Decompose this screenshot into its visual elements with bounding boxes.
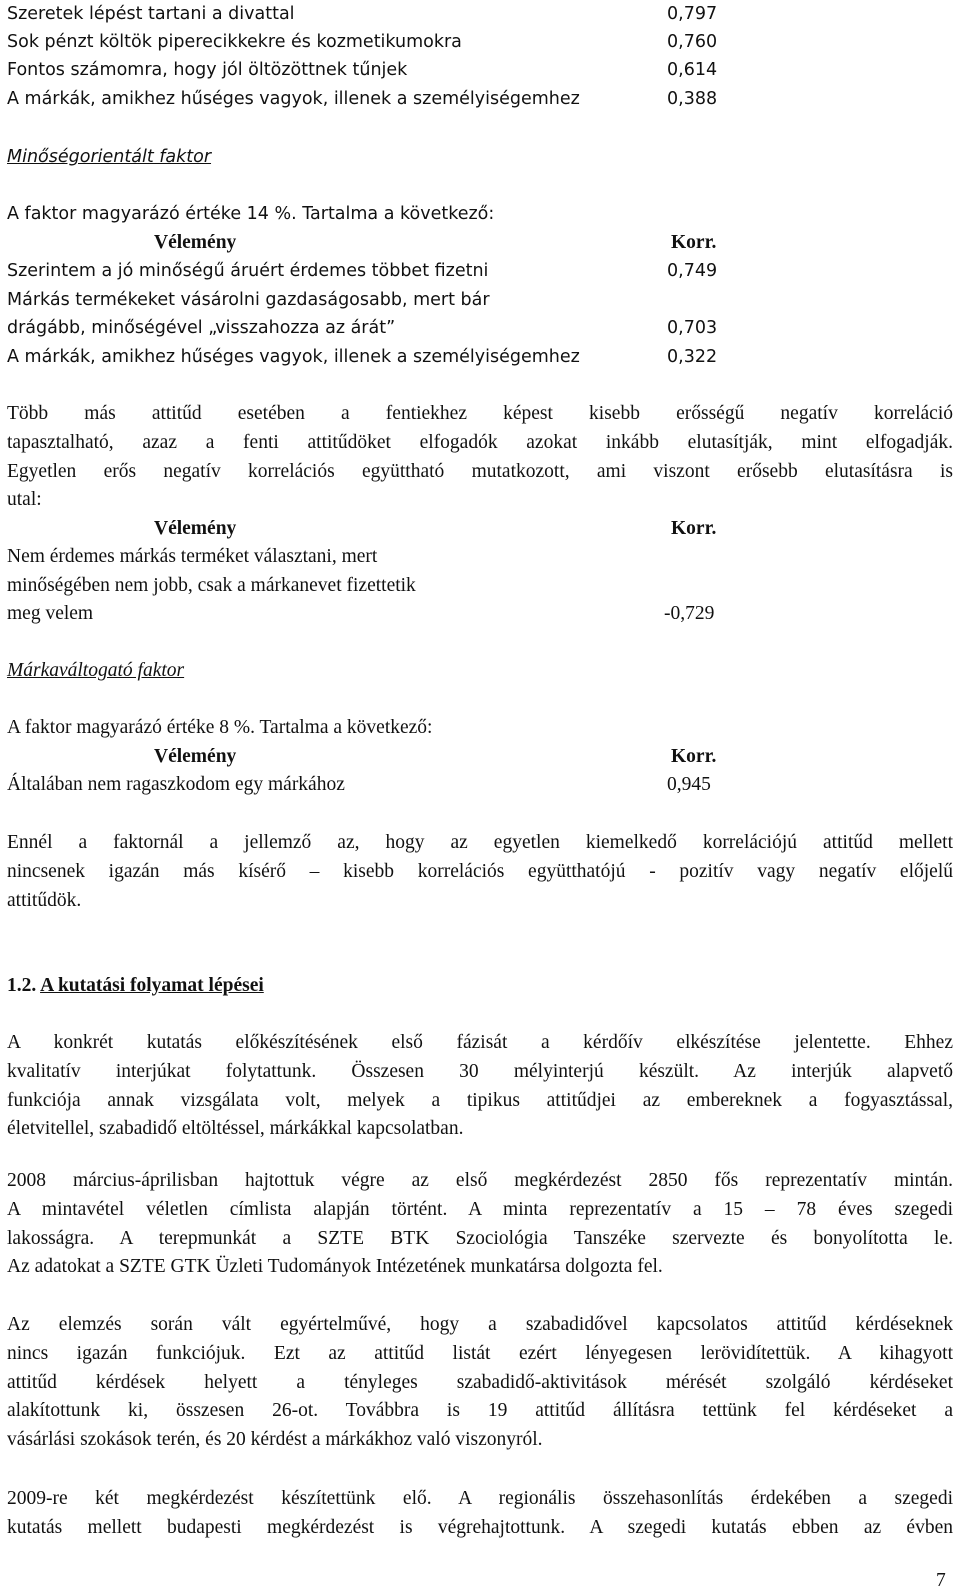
negative-row-corr: -0,729 [664,603,715,624]
negative-paragraph [7,400,953,515]
negative-col-opinion: Vélemény [154,518,237,539]
paragraph-line: Az adatokat a SZTE GTK Üzleti Tudományok Intézetének munkatársa dolgozta fel. [7,1256,663,1278]
paragraph-line: attitűd kérdések helyett a tényleges szabadidő-aktivitások mérését szolgáló kérdéseket [7,1371,953,1393]
paragraph-line: nincsenek igazán más kísérő – kisebb korrelációs együtthatójú - pozitív vagy negatív előjelű [7,860,953,882]
negative-row-line3: meg velem [7,603,94,624]
quality-row2-corr: 0,703 [667,318,718,338]
paragraph-line: Az elemzés során vált egyértelművé, hogy a szabadidővel kapcsolatos attitűd kérdéseknek [7,1314,953,1335]
brand-col-corr: Korr. [671,746,717,767]
section-title: A kutatási folyamat lépései [40,975,264,996]
paragraph-line: Több más attitűd esetében a fentiekhez képest kisebb erősségű negatív korreláció [7,403,953,424]
table-row-corr: 0,797 [667,4,718,24]
paragraph-line: A mintavétel véletlen címlista alapján történt. A minta reprezentatív a 15 – 78 éves szegedi [7,1198,953,1220]
table-row-corr: 0,614 [667,60,718,80]
paragraph-line: lakosságra. A terepmunkát a SZTE BTK Szociológia Tanszéke szervezte és bonyolította le. [7,1227,953,1249]
paragraph-line: kutatás mellett budapesti megkérdezést is végrehajtottunk. A szegedi kutatás ebben az évben [7,1516,953,1538]
table-row-opinion: Szeretek lépést tartani a divattal [7,4,295,24]
brand-paragraph [7,829,953,915]
quality-factor-title: Minőségorientált faktor [7,147,212,167]
brand-col-opinion: Vélemény [154,746,237,767]
section-heading [7,972,264,1001]
table-row-opinion: Fontos számomra, hogy jól öltözöttnek tűnjek [7,60,408,80]
paragraph-line: vásárlási szokások terén, és 20 kérdést a márkákhoz való viszonyról. [7,1429,543,1451]
paragraph-3 [7,1311,953,1455]
brand-factor-intro: A faktor magyarázó értéke 8 %. Tartalma a következő: [7,717,433,738]
quality-row2-line2: drágább, minőségével „visszahozza az árát” [7,318,396,338]
paragraph-line: Ennél a faktornál a jellemző az, hogy az egyetlen kiemelkedő korrelációjú attitűd mellett [7,832,953,853]
paragraph-line: Egyetlen erős negatív korrelációs együttható mutatkozott, ami viszont erősebb elutasításra is [7,460,953,482]
quality-row1-corr: 0,749 [667,261,718,281]
paragraph-line: utal: [7,489,42,511]
table-row-corr: 0,760 [667,32,718,52]
paragraph-line: 2008 március-áprilisban hajtottuk végre az első megkérdezést 2850 fős reprezentatív mintán. [7,1170,953,1191]
brand-factor-title: Márkaváltogató faktor [7,660,185,681]
paragraph-4 [7,1485,953,1543]
paragraph-line: A konkrét kutatás előkészítésének első fázisát a kérdőív elkészítése jelentette. Ehhez [7,1032,953,1053]
section-number: 1.2. [7,975,37,996]
paragraph-line: tapasztalható, azaz a fenti attitűdöket elfogadók azokat inkább elutasítják, mint elfogadják. [7,431,953,453]
quality-row2-line1: Márkás termékeket vásárolni gazdaságosabb, mert bár [7,290,490,310]
table-row-opinion: Sok pénzt költök piperecikkekre és kozmetikumokra [7,32,462,52]
negative-row-line1: Nem érdemes márkás terméket választani, mert [7,546,378,567]
paragraph-line: nincs igazán funkciójuk. Ezt az attitűd listát ezért lényegesen lerövidítettük. A kihagyott [7,1342,953,1364]
quality-row1-opinion: Szerintem a jó minőségű áruért érdemes többet fizetni [7,261,489,281]
quality-row3-opinion: A márkák, amikhez hűséges vagyok, illenek a személyiségemhez [7,347,580,367]
quality-col-corr: Korr. [671,232,717,253]
paragraph-2 [7,1167,953,1282]
quality-row3-corr: 0,322 [667,347,718,367]
brand-row1-corr: 0,945 [667,774,711,795]
paragraph-line: attitűdök. [7,889,82,911]
negative-row-line2: minőségében nem jobb, csak a márkanevet fizettetik [7,575,416,596]
paragraph-line: 2009-re két megkérdezést készítettünk elő. A regionális összehasonlítás érdekében a szegedi [7,1488,953,1509]
paragraph-line: alakítottunk ki, összesen 26-ot. Továbbra is 19 attitűd állításra tettünk fel kérdéseket a [7,1400,953,1422]
paragraph-line: életvitellel, szabadidő eltöltéssel, márkákkal kapcsolatban. [7,1118,464,1140]
paragraph-line: kvalitatív interjúkat folytattunk. Összesen 30 mélyinterjú készült. Az interjúk alapvető [7,1060,953,1082]
table-row-corr: 0,388 [667,89,718,109]
brand-row1-opinion: Általában nem ragaszkodom egy márkához [7,774,345,795]
page-number: 7 [936,1570,946,1591]
table-row-opinion: A márkák, amikhez hűséges vagyok, illenek a személyiségemhez [7,89,580,109]
quality-col-opinion: Vélemény [154,232,237,253]
negative-col-corr: Korr. [671,518,717,539]
paragraph-1 [7,1029,953,1144]
paragraph-line: funkciója annak vizsgálata volt, melyek a tipikus attitűdjei az embereknek a fogyasztással, [7,1089,953,1111]
quality-factor-intro: A faktor magyarázó értéke 14 %. Tartalma a következő: [7,204,495,224]
